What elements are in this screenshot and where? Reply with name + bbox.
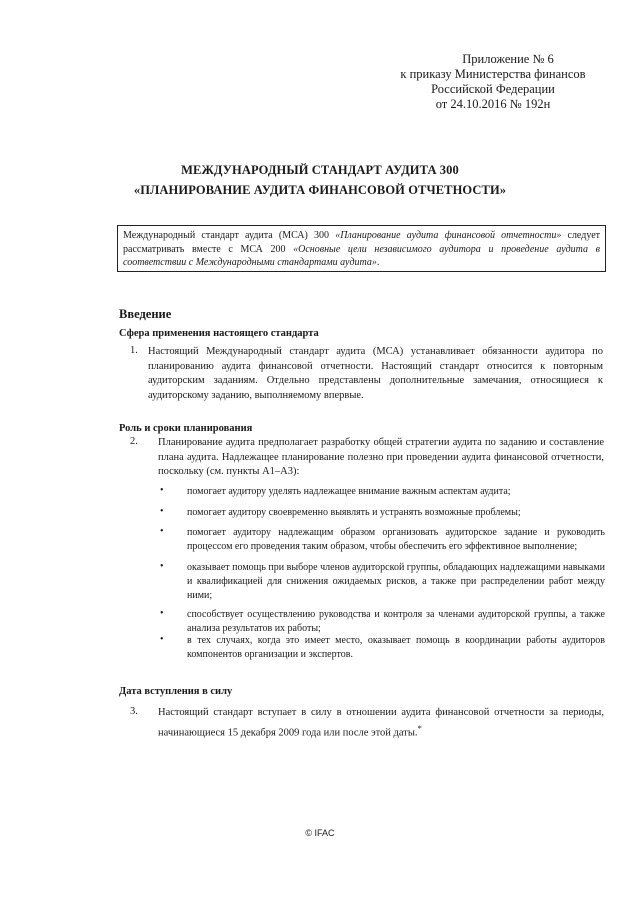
appendix-header: [378, 52, 608, 112]
bullet-marker: •: [160, 506, 164, 517]
bullet-item: способствует осуществлению руководства и контроля за членами аудиторской группы, а также анализа результатов их работы;: [187, 609, 605, 634]
bullet-marker: •: [160, 634, 164, 645]
paragraph-3-text: Настоящий стандарт вступает в силу в отношении аудита финансовой отчетности за периоды, начинающиеся 15 декабря 2009 года или после этой даты.: [158, 707, 604, 738]
appendix-line-4: от 24.10.2016 № 192н: [435, 97, 551, 111]
subheading-effective-date: Дата вступления в силу: [119, 686, 233, 697]
bullet-item: оказывает помощь при выборе членов аудиторской группы, обладающих надлежащими навыками и квалификацией для снижения ожидаемых рисков, а также при распределении работ между ними;: [187, 562, 605, 601]
notice-text-3: .: [376, 257, 380, 268]
notice-text-1: Международный стандарт аудита (МСА) 300: [123, 230, 336, 241]
paragraph-number-2: 2.: [130, 436, 138, 447]
bullet-marker: •: [160, 526, 164, 537]
section-heading-intro: Введение: [119, 307, 172, 321]
paragraph-number-1: 1.: [130, 345, 138, 356]
paragraph-3: [158, 706, 604, 741]
appendix-line-1: Приложение № 6: [462, 52, 554, 66]
bullet-marker: •: [160, 608, 164, 619]
paragraph-number-3: 3.: [130, 706, 138, 717]
bullet-marker: •: [160, 485, 164, 496]
footer-copyright: © IFAC: [305, 828, 335, 838]
bullet-item: помогает аудитору своевременно выявлять и устранять возможные проблемы;: [187, 507, 521, 518]
document-title-line-1: МЕЖДУНАРОДНЫЙ СТАНДАРТ АУДИТА 300: [181, 163, 459, 177]
footnote-marker: *: [417, 722, 422, 733]
subheading-role: Роль и сроки планирования: [119, 423, 253, 434]
notice-italic-1: «Планирование аудита финансовой отчетности»: [335, 230, 562, 241]
paragraph-2: Планирование аудита предполагает разработку общей стратегии аудита по заданию и составление плана аудита. Надлежащее планирование полезно при проведении аудита финансовой отчетности, поскольку (см. пункты А1–А3):: [158, 437, 604, 477]
subheading-scope: Сфера применения настоящего стандарта: [119, 328, 319, 339]
bullet-item: помогает аудитору надлежащим образом организовать аудиторское задание и руководить процессом его проведения таким образом, чтобы обеспечить его эффективное выполнение;: [187, 527, 605, 552]
appendix-line-3: Российской Федерации: [431, 82, 555, 96]
bullet-item: в тех случаях, когда это имеет место, оказывает помощь в координации работы аудиторов компонентов организации и экспертов.: [187, 635, 605, 660]
notice-italic-2: «Основные цели независимого аудитора и проведение аудита в соответствии с Международными стандартами аудита»: [123, 243, 601, 268]
document-title-line-2: «ПЛАНИРОВАНИЕ АУДИТА ФИНАНСОВОЙ ОТЧЕТНОСТИ»: [133, 183, 507, 197]
bullet-marker: •: [160, 561, 164, 572]
notice-text-2: следует рассматривать вместе с МСА 200: [123, 230, 601, 255]
notice-box: [117, 225, 606, 272]
appendix-line-2: к приказу Министерства финансов: [400, 67, 586, 81]
paragraph-1: Настоящий Международный стандарт аудита (МСА) устанавливает обязанности аудитора по планированию аудита финансовой отчетности. Настоящий стандарт относится к повторным аудиторским заданиям. Отдельно представлены дополнительные замечания, относящиеся к аудиторскому заданию, выполняемому впервые.: [148, 346, 603, 401]
bullet-item: помогает аудитору уделять надлежащее внимание важным аспектам аудита;: [187, 486, 511, 497]
